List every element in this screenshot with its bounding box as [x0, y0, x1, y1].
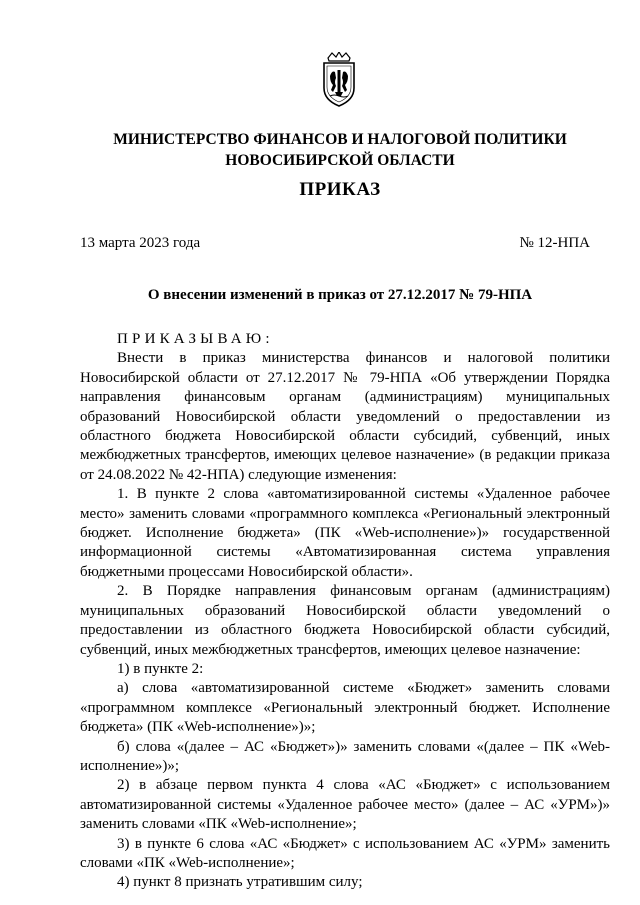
- document-type: ПРИКАЗ: [299, 179, 381, 200]
- document-body: [80, 330, 610, 893]
- order-directive: ПРИКАЗЫВАЮ:: [117, 331, 274, 347]
- coat-of-arms-icon: [321, 52, 357, 108]
- paragraph-intro: Внести в приказ министерства финансов и налоговой политики Новосибирской области от 27.12.2017 № 79-НПА «Об утверждении Порядка направления финансовым органам (администрациям) муниципальных образований Новосибирской области уведомлений о предоставлении из областного бюджета Новосибирской области субсидий, субвенций, иных межбюджетных трансфертов, имеющих целевое назначение» (в редакции приказа от 24.08.2022 № 42-НПА) следующие изменения:: [80, 350, 610, 483]
- paragraph-sub-2: 2) в абзаце первом пункта 4 слова «АС «Бюджет» с использованием автоматизированной системы «Удаленное рабочее место» (далее – АС «УРМ»)» заменить словами «ПК «Web-исполнение»;: [80, 777, 610, 833]
- paragraph-sub-3: 3) в пункте 6 слова «АС «Бюджет» с использованием АС «УРМ» заменить словами «ПК «Web-исполнение»;: [80, 835, 610, 871]
- paragraph-sub-1b: б) слова «(далее – АС «Бюджет»)» заменить словами «(далее – ПК «Web-исполнение»)»;: [80, 738, 610, 774]
- document-date: 13 марта 2023 года: [80, 235, 201, 251]
- ministry-line-1: МИНИСТЕРСТВО ФИНАНСОВ И НАЛОГОВОЙ ПОЛИТИКИ: [113, 131, 567, 148]
- document-number: № 12-НПА: [519, 235, 590, 251]
- paragraph-sub-4: 4) пункт 8 признать утратившим силу;: [117, 874, 363, 891]
- ministry-line-2: НОВОСИБИРСКОЙ ОБЛАСТИ: [225, 152, 455, 169]
- document-subject: О внесении изменений в приказ от 27.12.2017 № 79-НПА: [147, 287, 533, 303]
- ministry-name: [40, 129, 640, 171]
- paragraph-sub-1: 1) в пункте 2:: [117, 660, 204, 677]
- paragraph-item-2: 2. В Порядке направления финансовым органам (администрациям) муниципальных образований Новосибирской области уведомлений о предоставлении из областного бюджета Новосибирской области субсидий, субвенций, иных межбюджетных трансфертов, имеющих целевое назначение:: [80, 583, 610, 658]
- paragraph-item-1: 1. В пункте 2 слова «автоматизированной системы «Удаленное рабочее место» заменить словами «программного комплекса «Региональный электронный бюджет. Исполнение бюджета» (ПК «Web-исполнение»)» государственной информационной системы «Автоматизированная система управления бюджетными процессами Новосибирской области».: [80, 486, 610, 580]
- paragraph-sub-1a: а) слова «автоматизированной системе «Бюджет» заменить словами «программном комплексе «Региональный электронный бюджет. Исполнение бюджета» (ПК «Web-исполнение»)»;: [80, 680, 610, 736]
